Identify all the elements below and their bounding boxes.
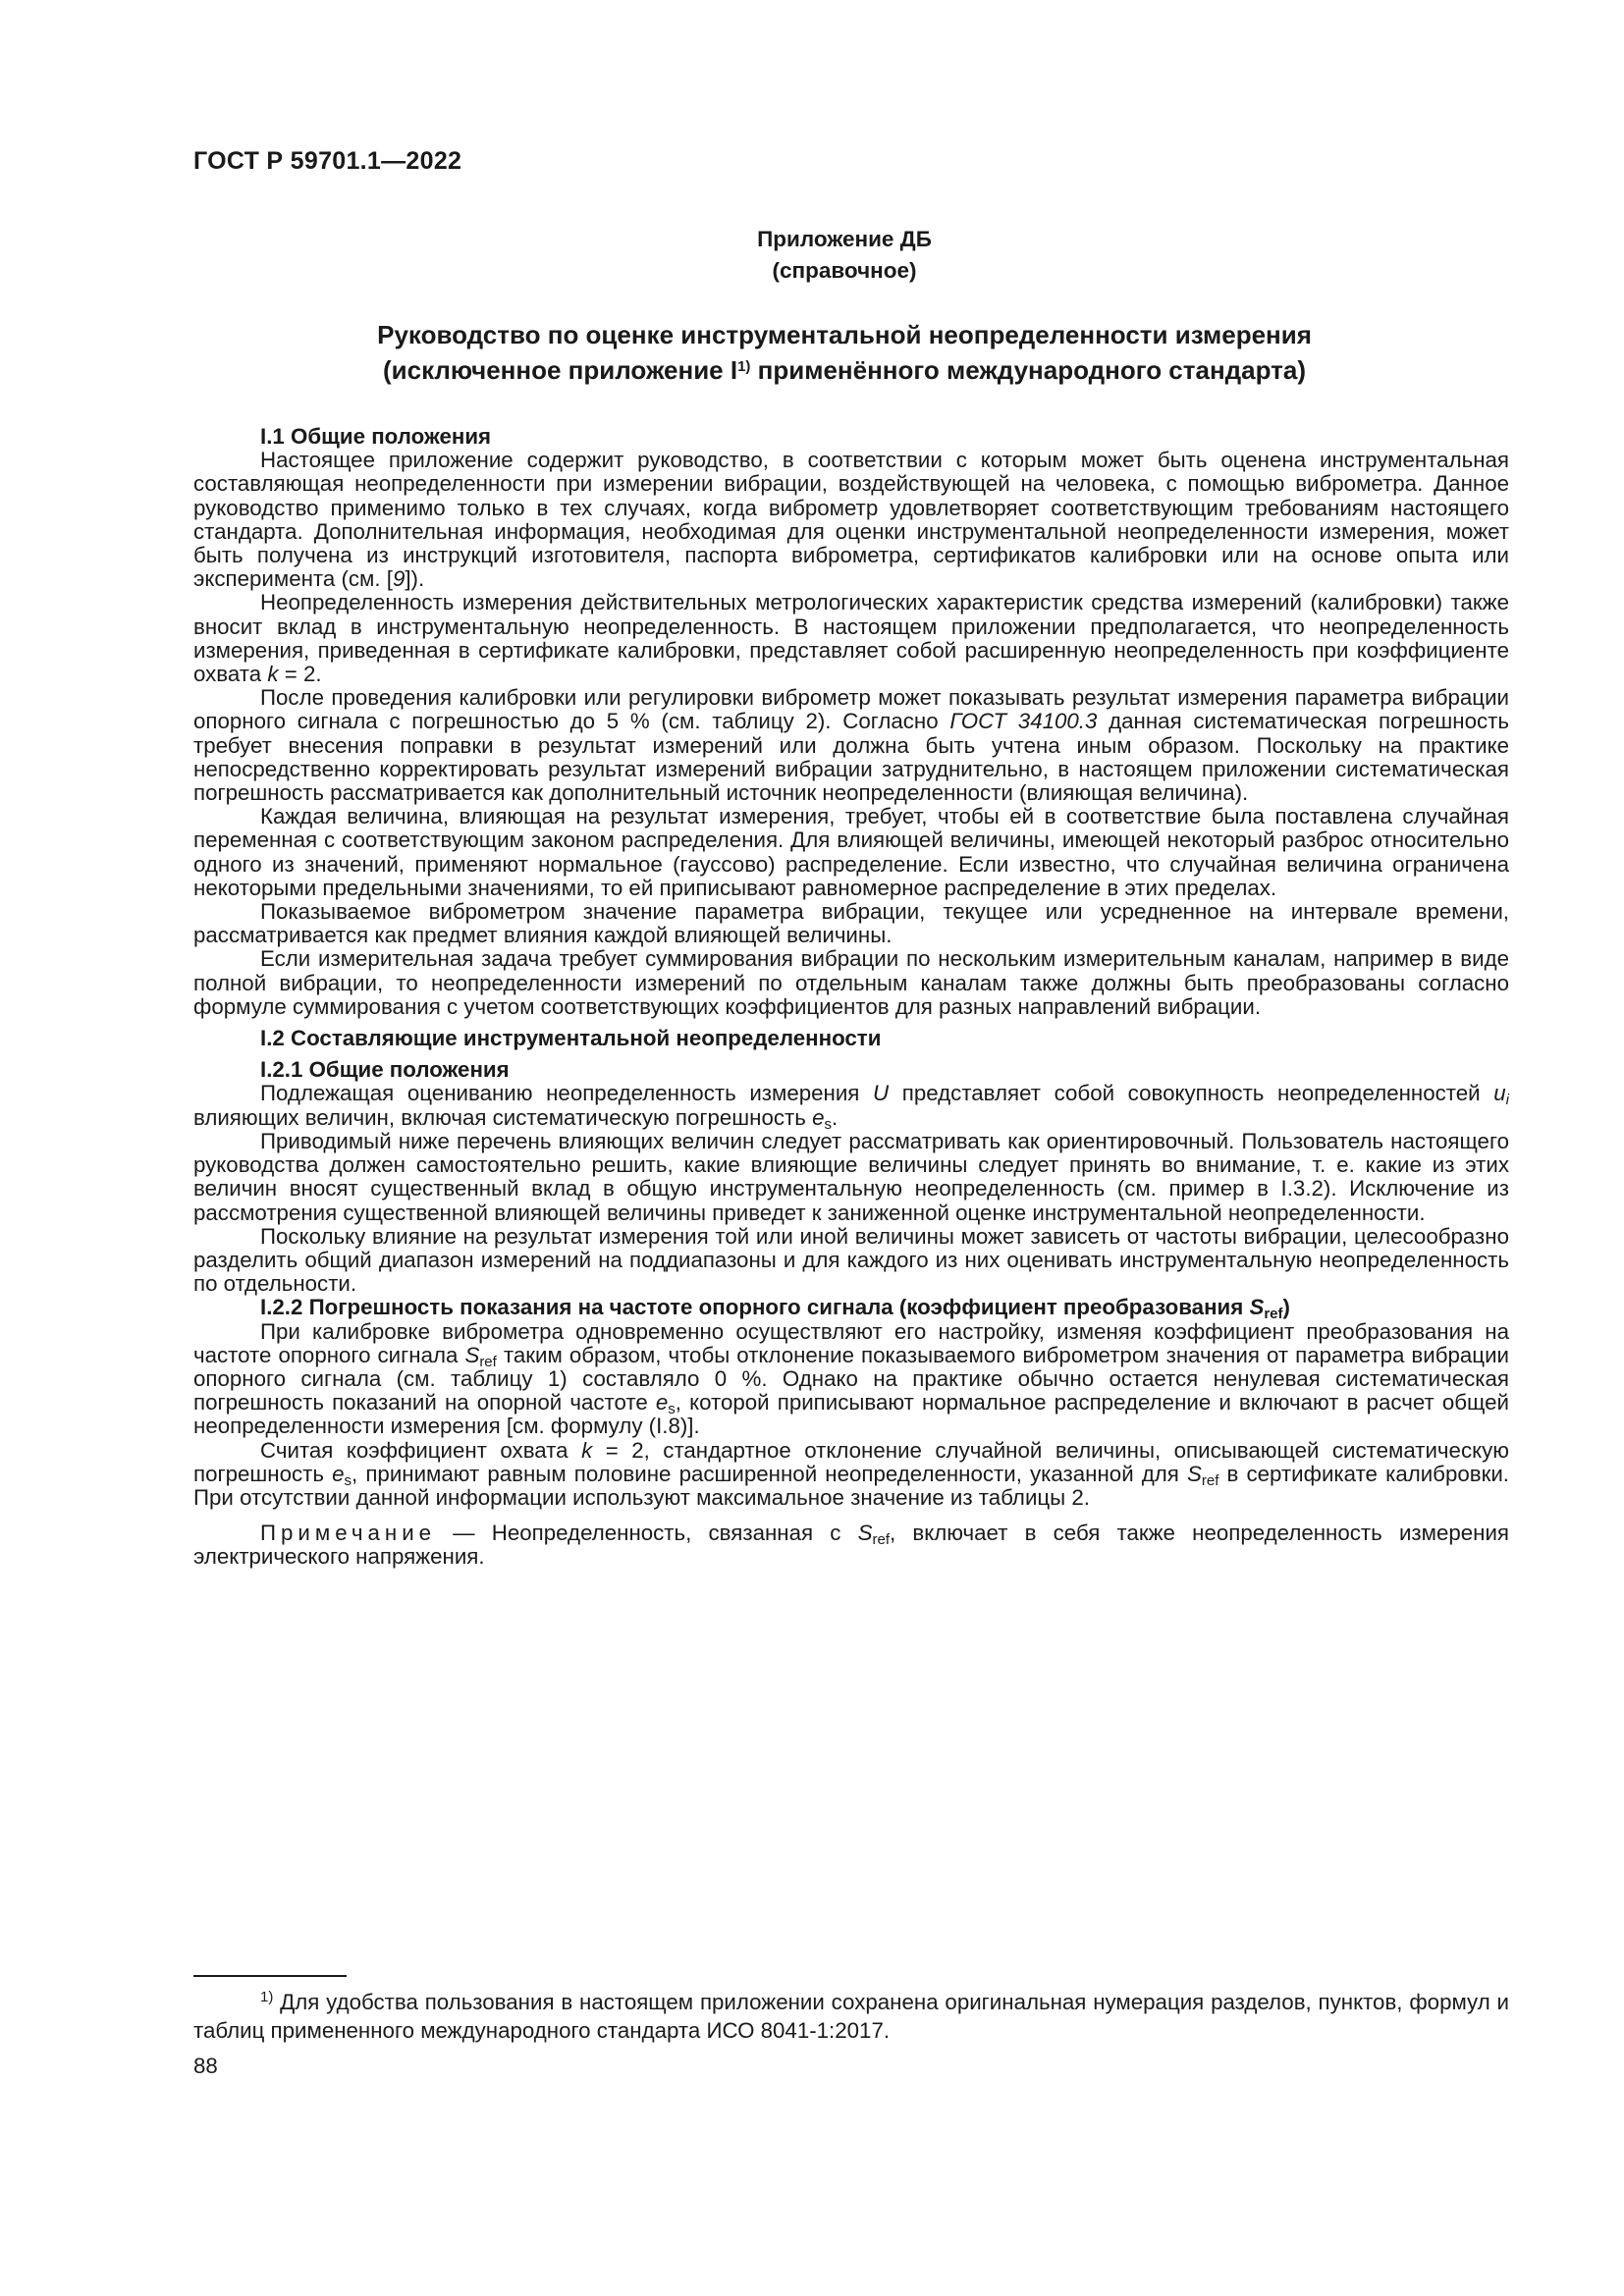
symbol: S <box>857 1521 873 1546</box>
annex-label: Приложение ДБ <box>757 227 932 251</box>
paragraph: Поскольку влияние на результат измерения той или иной величины может зависеть от частоты вибрации, целесообразно разделить общий диапазон измерений на поддиапазоны и для каждого из них оценивать инструментальную неопределенность по отдельности. <box>193 1223 1509 1297</box>
section-heading-i2: I.2 Составляющие инструментальной неопределенности <box>260 1026 882 1051</box>
text: — Неопределенность, связанная с <box>436 1521 858 1546</box>
note <box>193 1522 1509 1569</box>
text: , которой приписывают нормальное распределение и включают в расчет общей неопределенности измерения [см. формулу (I.8)]. <box>193 1390 1510 1439</box>
text: , включает в себя также неопределенность измерения электрического напряжения. <box>193 1521 1509 1570</box>
text: в сертификате калибровки. При отсутствии данной информации используют максимальное значение из таблицы 2. <box>193 1461 1510 1510</box>
text: Неопределенность измерения действительных метрологических характеристик средства измерений (калибровки) также вносит вклад в инструментальную неопределенность. В настоящем приложении предполагается, что неопределенность измерения, приведенная в сертификате калибровки, представляет собой расширенную неопределенность при коэффициенте охвата <box>193 590 1509 687</box>
text: представляет собой совокупность неопределенностей <box>889 1081 1494 1106</box>
subscript: ref <box>872 1531 891 1549</box>
subscript: ref <box>1201 1471 1219 1489</box>
subscript: s <box>824 1115 832 1133</box>
text: = 2. <box>278 662 322 687</box>
symbol: e <box>332 1461 345 1486</box>
symbol: S <box>1249 1295 1265 1320</box>
paragraph: Показываемое виброметром значение параметра вибрации, текущее или усредненное на интервале времени, рассматривается как предмет влияния каждой влияющей величины. <box>193 899 1509 948</box>
paragraph <box>193 1439 1509 1511</box>
text: , принимают равным половине расширенной неопределенности, указанной для <box>352 1461 1188 1486</box>
paragraph: Приводимый ниже перечень влияющих величин следует рассматривать как ориентировочный. Пользователь настоящего руководства должен самостоятельно решить, какие влияющие величины следует принять во внимание, т. е. какие из этих величин вносят существенный вклад в общую инструментальную неопределенность (см. пример в I.3.2). Исключение из рассмотрения существенной влияющей величины приведет к заниженной оценке инструментальной неопределенности. <box>193 1128 1509 1225</box>
subscript: i <box>1505 1092 1510 1109</box>
paragraph <box>193 1320 1509 1439</box>
paragraph <box>193 1081 1510 1133</box>
annex-heading <box>177 224 1512 287</box>
subscript: s <box>344 1471 352 1489</box>
text: Настоящее приложение содержит руководство, в соответствии с которым может быть оценена инструментальная составляющая неопределенности при измерении вибрации, воздействующей на человека, с помощью виброметра. Данное руководство применимо только в тех случаях, когда виброметр удовлетворяет соответствующим требованиям настоящего стандарта. Дополнительная информация, необходимая для оценки инструментальной неопределенности измерения, может быть получена из инструкций изготовителя, паспорта виброметра, сертификатов калибровки или на основе опыта или эксперимента (см. [ <box>193 448 1509 592</box>
footnote <box>193 1988 1509 2045</box>
symbol: S <box>1187 1461 1202 1486</box>
text: ) <box>1282 1295 1290 1320</box>
text: влияющих величин, включая систематическую погрешность <box>193 1104 813 1130</box>
reference: ГОСТ 34100.3 <box>949 709 1098 734</box>
paragraph <box>193 686 1509 805</box>
document-body <box>193 425 1509 1570</box>
footnote-mark: 1) <box>260 1989 274 2005</box>
footnote-text: Для удобства пользования в настоящем приложении сохранена оригинальная нумерация разделов, пунктов, формул и таблиц примененного международного стандарта ИСО 8041-1:2017. <box>193 1990 1509 2043</box>
standard-designation: ГОСТ Р 59701.1—2022 <box>193 147 462 175</box>
note-label: Примечание <box>260 1521 437 1546</box>
symbol: e <box>812 1104 825 1130</box>
annex-title <box>177 317 1512 388</box>
annex-type: (справочное) <box>772 258 917 283</box>
text: данная систематическая погрешность требует внесения поправки в результат измерений или должна быть учтена иным образом. Поскольку на практике непосредственно корректировать результат измерений вибрации затруднительно, в настоящем приложении систематическая погрешность рассматривается как дополнительный источник неопределенности (влияющая величина). <box>193 709 1509 806</box>
page-number: 88 <box>193 2054 218 2078</box>
symbol: e <box>655 1390 669 1415</box>
subscript: ref <box>479 1353 497 1370</box>
text: таким образом, чтобы отклонение показываемого виброметром значения от параметра вибрации опорного сигнала (см. таблицу 1) составляло 0 %. Однако на практике обычно остается ненулевая систематическая погрешность показаний на опорной частоте <box>193 1342 1509 1415</box>
title-text: (исключенное приложение I <box>382 355 738 385</box>
symbol: k <box>267 662 279 687</box>
text: ]). <box>405 566 425 592</box>
section-heading-i22 <box>193 1295 1509 1323</box>
paragraph <box>193 591 1509 686</box>
section-heading-i21: I.2.1 Общие положения <box>260 1057 510 1083</box>
text: Подлежащая оцениванию неопределенность измерения <box>260 1081 874 1106</box>
annex-title-line2 <box>177 352 1512 388</box>
symbol: S <box>464 1342 480 1367</box>
symbol: k <box>581 1437 593 1463</box>
text: I.2.2 Погрешность показания на частоте опорного сигнала (коэффициент преобразования <box>260 1295 1250 1320</box>
text: Считая коэффициент охвата <box>260 1437 582 1463</box>
footnote-ref: 1) <box>737 358 751 375</box>
footnote-divider <box>193 1975 347 1977</box>
reference: 9 <box>392 566 406 592</box>
text: = 2, стандартное отклонение случайной величины, описывающей систематическую погрешность <box>193 1437 1509 1486</box>
paragraph: Если измерительная задача требует суммирования вибрации по нескольким измерительным каналам, например в виде полной вибрации, то неопределенности измерений по отдельным каналам также должны быть преобразованы согласно формуле суммирования с учетом соответствующих коэффициентов для разных направлений вибрации. <box>193 946 1509 1019</box>
text: При калибровке виброметра одновременно осуществляют его настройку, изменяя коэффициент преобразования на частоте опорного сигнала <box>193 1318 1509 1367</box>
symbol: U <box>873 1081 890 1106</box>
title-text: применённого международного стандарта) <box>750 355 1307 385</box>
paragraph <box>193 449 1509 591</box>
text: После проведения калибровки или регулировки виброметр может показывать результат измерения параметра вибрации опорного сигнала с погрешностью до 5 % (см. таблицу 2). Согласно <box>193 685 1509 734</box>
section-heading-i1: I.1 Общие положения <box>260 424 492 449</box>
symbol: u <box>1493 1081 1506 1106</box>
annex-title-line1: Руководство по оценке инструментальной неопределенности измерения <box>377 320 1312 349</box>
paragraph: Каждая величина, влияющая на результат измерения, требует, чтобы ей в соответствие была поставлена случайная переменная с соответствующим законом распределения. Для влияющей величины, имеющей некоторый разброс относительно одного из значений, применяют нормальное (гауссово) распределение. Если известно, что случайная величина ограничена некоторыми предельными значениями, то ей приписывают равномерное распределение в этих пределах. <box>193 804 1509 900</box>
text: . <box>831 1104 839 1130</box>
subscript: ref <box>1264 1306 1283 1323</box>
subscript: s <box>668 1401 676 1418</box>
